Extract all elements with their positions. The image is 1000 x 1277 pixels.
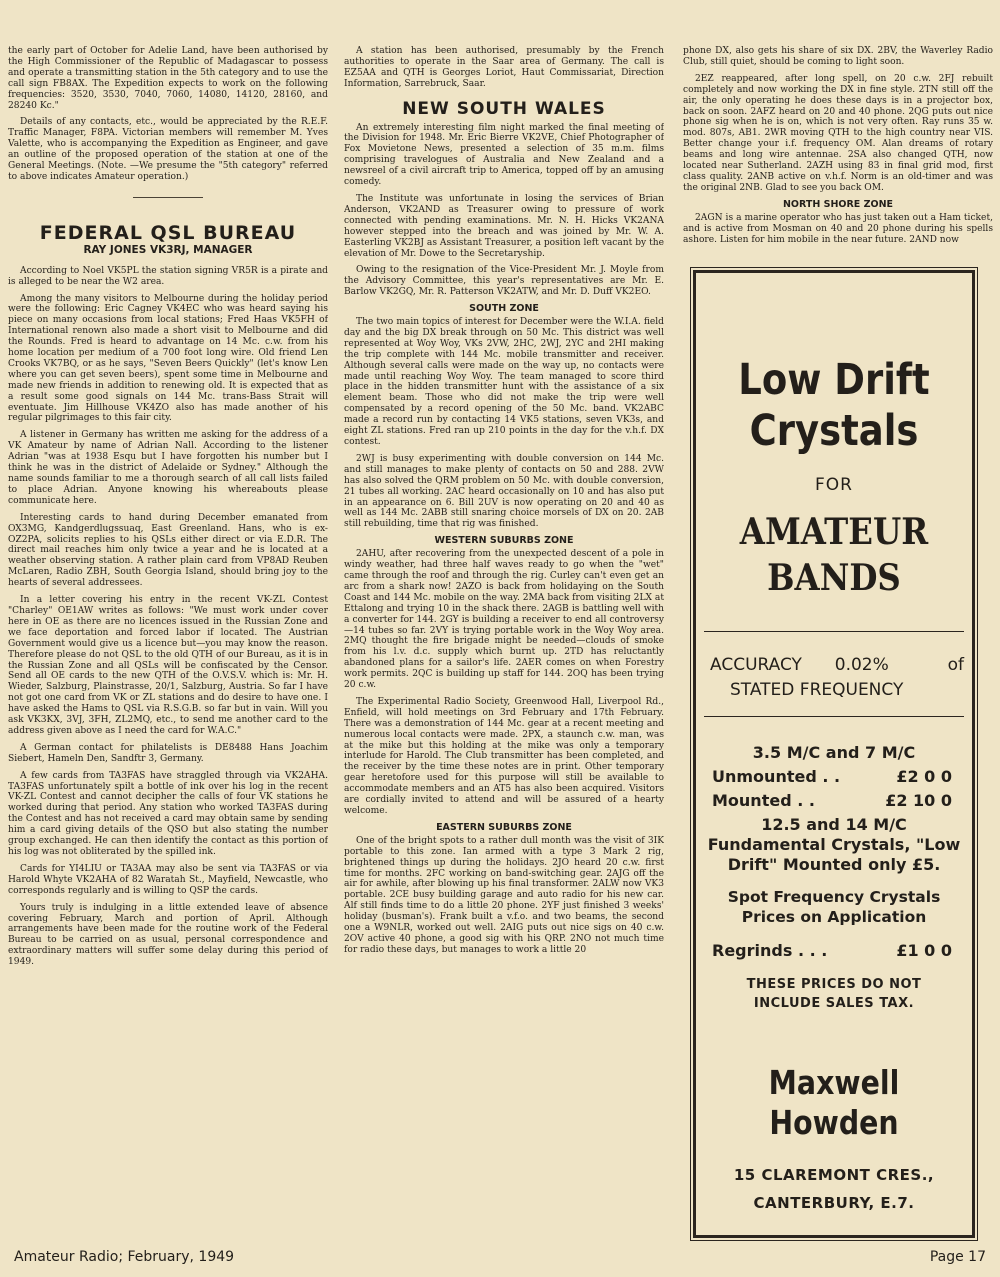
ad-text: FOR bbox=[815, 475, 853, 495]
ad-price-label: Mounted . . bbox=[712, 791, 815, 810]
paragraph: A few cards from TA3FAS have straggled through via VK2AHA. TA3FAS unfortunately spilt a bottle of ink over his log in the recent VK-ZL Contest and cannot decipher the calls of four VK stations he worked during that period. Any station who worked TA3FAS during the Contest and has not received a card may obtain same by sending him a card giving details of the QSO but also stating the number group exchanged. He can then identify the contact as this portion of his log was not obliterated by the spilled ink. bbox=[8, 770, 328, 857]
paragraph: A German contact for philatelists is DE8488 Hans Joachim Siebert, Hameln Den, Sandftr 3, Germany. bbox=[8, 742, 328, 764]
column-left bbox=[8, 46, 328, 1261]
paragraph: phone DX, also gets his share of six DX. 2BV, the Waverley Radio Club, still quiet, should be coming to light soon. bbox=[683, 46, 993, 67]
paragraph: Yours truly is indulging in a little extended leave of absence covering February, March and portion of April. Although arrangements have been made for the routine work of the Federal Bureau to be carried on as usual, personal correspondence and extraordinary matters will suffer some delay during this period of 1949. bbox=[8, 902, 328, 968]
ad-price-value: £2 10 0 bbox=[885, 791, 952, 810]
ad-text: STATED FREQUENCY bbox=[730, 680, 904, 700]
ad-price-row bbox=[696, 789, 972, 813]
ad-text: Spot Frequency Crystals bbox=[727, 888, 941, 906]
ad-divider bbox=[704, 631, 964, 632]
paragraph: The two main topics of interest for December were the W.I.A. field day and the big DX break through on 50 Mc. This district was well represented at Woy Woy, VKs 2VW, 2HC, 2WJ, 2YC and 2HI making the trip complete with 144 Mc. mobile transmitter and receiver. Although several calls were made on the way up, no contacts were made until reaching Woy Woy. The team managed to score third place in the hidden transmitter hunt with the assistance of a six element beam. Those who did not make the trip were well compensated by a record opening of the 50 Mc. band. VK2ABC made a record run by contacting 14 VK5 stations, seven VK3s, and eight ZL stations. Fred ran up 210 points in the day for the v.h.f. DX contest. bbox=[344, 317, 664, 447]
paragraph: A listener in Germany has written me asking for the address of a VK Amateur by name of Adrian Nall. According to the listener Adrian "was at 1938 Esqu but I have forgotten his number but I think he was in the district of Adelaide or Sydney." Although the name sounds familiar to me a thorough search of all call lists failed to place Adrian. Anyone knowing his whereabouts please communicate here. bbox=[8, 430, 328, 506]
ad-price-label: Unmounted . . bbox=[712, 767, 841, 786]
section-title-nsw: NEW SOUTH WALES bbox=[402, 98, 606, 119]
crystals-advertisement bbox=[693, 270, 975, 1238]
ad-price-value: £2 0 0 bbox=[896, 767, 952, 786]
ad-text: THESE PRICES DO NOT bbox=[746, 977, 922, 992]
column-middle bbox=[344, 46, 664, 1261]
paragraph: the early part of October for Adelie Land, have been authorised by the High Commissioner of the Republic of Madagascar to possess and operate a transmitting station in the 5th category and to use the call sign FB8AX. The Expedition expects to work on the following frequencies: 3520, 3530, 7040, 7060, 14080, 14120, 28160, and 28240 Kc." bbox=[8, 46, 328, 111]
paragraph: One of the bright spots to a rather dull month was the visit of 3IK portable to this zone. Ian armed with a type 3 Mark 2 rig, brightened things up during the holidays. 2JO heard 20 c.w. first time for months. 2FC working on band-switching gear. 2AJG off the air for awhile, after blowing up his final transformer. 2ALW now VK3 portable. 2CE busy building garage and auto radio for his new car. Alf still finds time to do a little 20 phone. 2YF just finished 3 weeks' holiday (busman's). Frank built a v.f.o. and two beams, the second one a W9NLR, worked out well. 2AIG puts out nice sigs on 40 c.w. 2OV active 40 phone, a good sig with his QRP. 2NO not much time for radio these days, but manages to work a little 20 bbox=[344, 835, 664, 955]
paragraph: The Experimental Radio Society, Greenwood Hall, Liverpool Rd., Enfield, will hold meetings on 3rd February and 17th February. There was a demonstration of 144 Mc. gear at a recent meeting and numerous local contacts were made. 2PX, a staunch c.w. man, was at the mike but this holding at the mike was only a temporary interlude for Harold. The Club transmitter has been completed, and the receiver by the time these notes are in print. Other temporary gear heretofore used for this purpose will still be available to accommodate members and an AT5 has also been acquired. Visitors are cordially invited to attend and will be assured of a hearty welcome. bbox=[344, 696, 664, 816]
paragraph: In a letter covering his entry in the recent VK-ZL Contest "Charley" OE1AW writes as follows: "We must work under cover here in OE as there are no licences issued in the Russian Zone and we face deportation and forced labor if located. The Austrian Government would give us a licence but—you may know the reason. Therefore please do not QSL to the old QTH of our Bureau, as it is in the Russian Zone and all QSLs will be confiscated by the Censor. Send all OE cards to the new QTH of the O.V.S.V. which is: Mr. H. Wieder, Salzburg, Plainstrasse, 20/1, Salzburg, Austria. So far I have not got one card from VK or ZL stations and do desire to have one. I have asked the Hams to QSL via R.S.G.B. so far but in vain. Will you ask VK3KX, 3VJ, 3FH, ZL2MQ, etc., to send me another card to the address given above as I need the card for W.A.C." bbox=[8, 595, 328, 736]
divider bbox=[133, 197, 203, 198]
ad-text: 0.02% bbox=[834, 655, 889, 675]
zone-heading: WESTERN SUBURBS ZONE bbox=[434, 535, 574, 547]
ad-divider bbox=[704, 716, 964, 717]
ad-text: 12.5 and 14 M/C Fundamental Crystals, "Low Drift" Mounted only £5. bbox=[707, 815, 961, 874]
paragraph: Cards for YI4LIU or TA3AA may also be sent via TA3FAS or via Harold Whyte VK2AHA of 82 Waratah St., Mayfield, Newcastle, who corresponds regularly and is willing to QSP the cards. bbox=[8, 863, 328, 896]
paragraph: 2WJ is busy experimenting with double conversion on 144 Mc. and still manages to make plenty of contacts on 50 and 288. 2VW has also solved the QRM problem on 50 Mc. with double conversion, 21 tubes all working. 2AC heard occasionally on 10 and has also put in an appearance on 6. Bill 2UV is now operating on 20 and 40 as well as 144 Mc. 2ABB still snaring choice morsels of DX on 20. 2AB still rebuilding, time that rig was finished. bbox=[344, 453, 664, 530]
ad-price-label: Regrinds . . . bbox=[712, 941, 828, 960]
ad-headline: AMATEUR bbox=[739, 511, 929, 553]
paragraph: Details of any contacts, etc., would be appreciated by the R.E.F. Traffic Manager, F8PA. Victorian members will remember M. Yves Valette, who is accompanying the Expedition as Engineer, and gave an outline of the proposed operation of the station at one of the General Meetings. (Note. —We presume the "5th category" referred to above indicates Amateur operation.) bbox=[8, 117, 328, 182]
ad-address: CANTERBURY, E.7. bbox=[753, 1194, 915, 1212]
paragraph: An extremely interesting film night marked the final meeting of the Division for 1948. Mr. Eric Bierre VK2VE, Chief Photographer of Fox Movietone News, presented a selection of 35 m.m. films comprising travelogues of Australia and New Zealand and a newsreel of a civil aircraft trip to America, topped off by an amusing comedy. bbox=[344, 122, 664, 188]
zone-heading: EASTERN SUBURBS ZONE bbox=[436, 821, 572, 833]
paragraph: Owing to the resignation of the Vice-President Mr. J. Moyle from the Advisory Committee, this year's representatives are Mr. E. Barlow VK2GQ, Mr. R. Patterson VK2ATW, and Mr. D. Duff VK2EO. bbox=[344, 265, 664, 298]
ad-headline: Crystals bbox=[749, 406, 919, 456]
footer-page-number: Page 17 bbox=[929, 1249, 986, 1265]
byline: RAY JONES VK3RJ, MANAGER bbox=[83, 243, 253, 256]
ad-text: Prices on Application bbox=[741, 908, 927, 926]
paragraph: 2EZ reappeared, after long spell, on 20 c.w. 2FJ rebuilt completely and now working the DX in fine style. 2TN still off the air, the only operating he does these days is in a projector box, back on soon. 2AFZ heard on 20 and 40 phone. 2QG puts out nice phone sig when he is on, which is not very often. Ray runs 35 w. mod. 807s, AB1. 2WR moving QTH to the high country near VIS. Better change your i.f. frequency OM. Alan dreams of rotary beams and long wire antennae. 2SA also changed QTH, now located near Sutherland. 2AZH using 83 in final grid mod, first class quality. 2ANB active on v.h.f. Norm is an old-timer and was the original 2NB. Glad to see you back OM. bbox=[683, 73, 993, 193]
paragraph: The Institute was unfortunate in losing the services of Brian Anderson, VK2AND as Treasurer owing to pressure of work connected with pending examinations. Mr. N. H. Hicks VK2ANA however stepped into the breach and was joined by Mr. W. A. Easterling VK2BJ as Assistant Treasurer, a position left vacant by the elevation of Mr. Dowe to the Secretaryship. bbox=[344, 193, 664, 259]
ad-price-row bbox=[696, 765, 972, 789]
section-title-qsl-bureau: FEDERAL QSL BUREAU bbox=[39, 221, 297, 244]
ad-headline: Low Drift bbox=[738, 355, 930, 405]
paragraph: A station has been authorised, presumably by the French authorities to operate in the Saar area of Germany. The call is EZ5AA and QTH is Georges Loriot, Haut Commissariat, Direction Information, Sarrebruck, Saar. bbox=[344, 46, 664, 89]
zone-heading: NORTH SHORE ZONE bbox=[782, 198, 894, 210]
ad-address: 15 CLAREMONT CRES., bbox=[733, 1166, 935, 1184]
paragraph: 2AGN is a marine operator who has just taken out a Ham ticket, and is active from Mosman on 40 and 20 phone during his spells ashore. Listen for him mobile in the near future. 2AND now bbox=[683, 212, 993, 245]
ad-price-value: £1 0 0 bbox=[896, 941, 952, 960]
ad-headline: BANDS bbox=[767, 557, 901, 599]
paragraph: Among the many visitors to Melbourne during the holiday period were the following: Eric Cagney VK4EC who was heard saying his piece on many occasions from local stations; Fred Haas VK5FH of International renown also made a short visit to Melbourne and did the Rounds. Fred is heard to advantage on 14 Mc. c.w. from his home location per medium of a 700 foot long wire. Old friend Len Crooks VK7BQ, or as he says, "Seven Beers Quickly" (let's know Len where you can get seven beers), spent some time in Melbourne and made new friends in addition to renewing old. It is expected that as a result some good signals on 144 Mc. trans-Bass Strait will eventuate. Jim Hillhouse VK4ZO also has made another of his regular pilgrimages to this fair city. bbox=[8, 293, 328, 424]
ad-text: ACCURACY bbox=[710, 655, 802, 675]
paragraph: According to Noel VK5PL the station signing VR5R is a pirate and is alleged to be near the W2 area. bbox=[8, 265, 328, 287]
ad-price-row bbox=[696, 939, 972, 963]
ad-frequencies: 3.5 M/C and 7 M/C bbox=[752, 743, 916, 762]
zone-heading: SOUTH ZONE bbox=[469, 303, 539, 315]
ad-company-name: Maxwell Howden bbox=[768, 1063, 900, 1142]
column-right bbox=[683, 46, 993, 268]
ad-text: INCLUDE SALES TAX. bbox=[753, 996, 915, 1011]
footer-publication: Amateur Radio; February, 1949 bbox=[14, 1249, 235, 1265]
paragraph: 2AHU, after recovering from the unexpected descent of a pole in windy weather, had three half waves ready to go when the "wet" came through the roof and through the rig. Curley can't even get an arc from a shark now! 2AZO is back from holidaying on the South Coast and 144 Mc. mobile on the way. 2MA back from visiting 2LX at Ettalong and trying 10 in the shack there. 2AGB is battling well with a converter for 144. 2GY is building a receiver to end all controversy—14 tubes so far. 2VY is trying portable work in the Woy Woy area. 2MQ thought the fire brigade might be needed—clouds of smoke from his l.v. d.c. supply which burnt up. 2TD has reluctantly abandoned plans for a sailor's life. 2AER comes on when Forestry work permits. 2QC is building up staff for 144. 2OQ has been trying 20 c.w. bbox=[344, 549, 664, 691]
ad-text: of bbox=[947, 655, 964, 675]
ad-accuracy bbox=[696, 652, 972, 678]
paragraph: Interesting cards to hand during December emanated from OX3MG, Kandgerdlugssuaq, East Greenland. Hans, who is ex-OZ2PA, solicits replies to his QSLs either direct or via E.D.R. The direct mail reaches him only twice a year and he is located at a weather observing station. A rather plain card from VP8AD Reuben McLaren, Radio ZBH, South Georgia Island, should bring joy to the hearts of several addressees. bbox=[8, 512, 328, 589]
